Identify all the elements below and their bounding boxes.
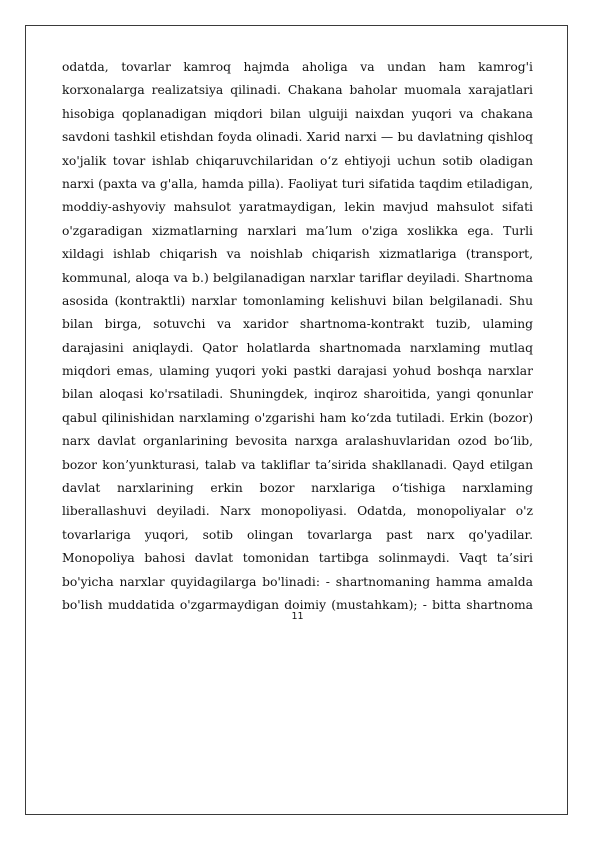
text-line: asosida (kontraktli) narxlar tomonlaming kelishuvi bilan belgilanadi. Shu (62, 293, 533, 308)
text-line: savdoni tashkil etishdan foyda olinadi. Xarid narxi — bu davlatning qishloq (62, 130, 533, 145)
text-line: odatda, tovarlar kamroq hajmda aholiga va undan ham kamrog'i (62, 60, 533, 74)
text-line: kommunal, aloqa va b.) belgilanadigan narxlar tariflar deyiladi. Shartnoma (62, 270, 533, 285)
text-line: bozor kon’yunkturasi, talab va takliflar ta’sirida shakllanadi. Qayd etilgan (62, 457, 533, 472)
text-line: bilan aloqasi ko'rsatiladi. Shuningdek, inqiroz sharoitida, yangi qonunlar (62, 387, 533, 402)
text-line: narx davlat organlarining bevosita narxga aralashuvlaridan ozod bo‘lib, (62, 434, 533, 449)
text-line: tovarlariga yuqori, sotib olingan tovarlarga past narx qo'yadilar. (62, 527, 533, 542)
text-line: Monopoliya bahosi davlat tomonidan tartibga solinmaydi. Vaqt ta’siri (62, 551, 533, 566)
text-line: darajasini aniqlaydi. Qator holatlarda shartnomada narxlaming mutlaq (62, 340, 533, 355)
text-line: xildagi ishlab chiqarish va noishlab chiqarish xizmatlariga (transport, (62, 247, 533, 262)
text-line: bo'yicha narxlar quyidagilarga bo'linadi: - shartnomaning hamma amalda (62, 574, 533, 589)
text-line: narxi (paxta va g'alla, hamda pilla). Faoliyat turi sifatida taqdim etiladigan, (62, 176, 533, 191)
text-line: hisobiga qoplanadigan miqdori bilan ulguiji naixdan yuqori va chakana (62, 106, 533, 121)
text-line: miqdori emas, ulaming yuqori yoki pastki darajasi yohud boshqa narxlar (62, 364, 533, 379)
text-line: qabul qilinishidan narxlaming o'zgarishi ham ko‘zda tutiladi. Erkin (bozor) (62, 410, 533, 425)
text-line: o'zgaradigan xizmatlarning narxlari ma’lum o'ziga xoslikka ega. Turli (62, 223, 533, 238)
body-text (62, 56, 533, 617)
text-line: davlat narxlarining erkin bozor narxlariga o‘tishiga narxlaming (62, 481, 533, 496)
text-line: bilan birga, sotuvchi va xaridor shartnoma-kontrakt tuzib, ulaming (62, 317, 533, 332)
text-line: moddiy-ashyoviy mahsulot yaratmaydigan, lekin mavjud mahsulot sifati (62, 200, 533, 215)
page-number: 11 (291, 611, 304, 622)
text-line: liberallashuvi deyiladi. Narx monopoliyasi. Odatda, monopoliyalar o'z (62, 504, 533, 519)
text-line: bo'lish muddatida o'zgarmaydigan doimiy (mustahkam); - bitta shartnoma (62, 597, 533, 612)
text-line: xo'jalik tovar ishlab chiqaruvchilaridan o‘z ehtiyoji uchun sotib oladigan (62, 153, 533, 168)
text-line: korxonalarga realizatsiya qilinadi. Chakana baholar muomala xarajatlari (62, 83, 533, 98)
